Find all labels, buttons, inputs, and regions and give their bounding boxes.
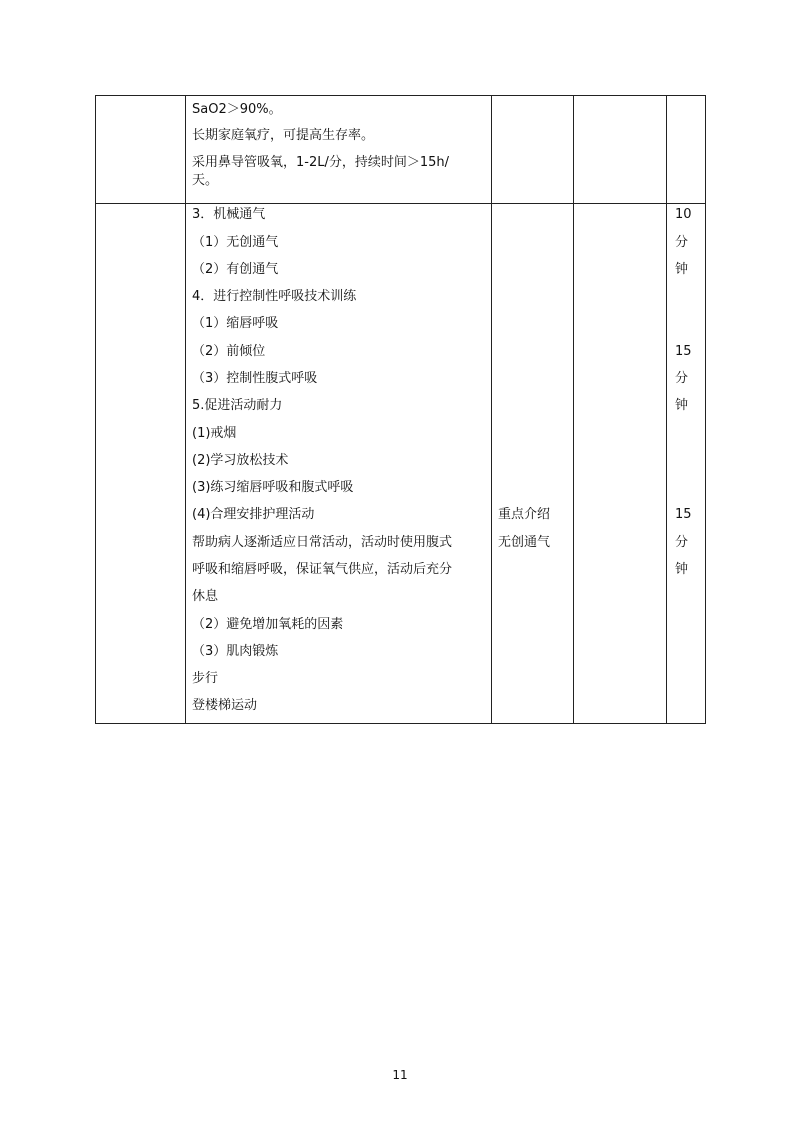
key-point-line: 重点介绍 (498, 507, 551, 522)
time-unit: 分 (675, 535, 689, 550)
content-line: （1）缩唇呼吸 (192, 316, 279, 331)
content-line: （2）有创通气 (192, 262, 279, 277)
time-unit: 钟 (675, 262, 689, 277)
content-line: 4．进行控制性呼吸技术训练 (192, 289, 357, 304)
time-value: 15 (675, 344, 692, 359)
time-unit: 钟 (675, 562, 689, 577)
content-line: 帮助病人逐渐适应日常活动，活动时使用腹式 (192, 535, 453, 550)
content-line: 3．机械通气 (192, 207, 266, 222)
time-unit: 分 (675, 371, 689, 386)
content-line: (1)戒烟 (192, 426, 237, 441)
content-line: (2)学习放松技术 (192, 453, 289, 468)
content-line: （2）前倾位 (192, 344, 266, 359)
column-divider-4 (666, 96, 667, 723)
content-line: 天。 (192, 173, 219, 188)
time-unit: 分 (675, 235, 689, 250)
time-value: 10 (675, 207, 692, 222)
content-line: SaO2＞90%。 (192, 102, 282, 117)
content-line: (3)练习缩唇呼吸和腹式呼吸 (192, 480, 354, 495)
content-line: （3）肌肉锻炼 (192, 644, 279, 659)
column-divider-1 (185, 96, 186, 723)
content-line: （1）无创通气 (192, 235, 279, 250)
column-divider-3 (573, 96, 574, 723)
column-divider-2 (491, 96, 492, 723)
time-value: 15 (675, 507, 692, 522)
content-line: （3）控制性腹式呼吸 (192, 371, 318, 386)
time-unit: 钟 (675, 398, 689, 413)
content-line: 休息 (192, 589, 219, 604)
page-number: 11 (392, 1068, 408, 1082)
content-line: （2）避免增加氧耗的因素 (192, 617, 344, 632)
content-line: 长期家庭氧疗，可提高生存率。 (192, 128, 375, 143)
content-line: 呼吸和缩唇呼吸，保证氧气供应，活动后充分 (192, 562, 453, 577)
content-line: 采用鼻导管吸氧，1-2L/分，持续时间＞15h/ (192, 155, 450, 170)
key-point-line: 无创通气 (498, 535, 551, 550)
content-line: 5.促进活动耐力 (192, 398, 283, 413)
content-line: 步行 (192, 671, 219, 686)
row-divider (96, 203, 705, 204)
lesson-table (95, 95, 706, 724)
content-line: (4)合理安排护理活动 (192, 507, 315, 522)
content-line: 登楼梯运动 (192, 698, 258, 713)
